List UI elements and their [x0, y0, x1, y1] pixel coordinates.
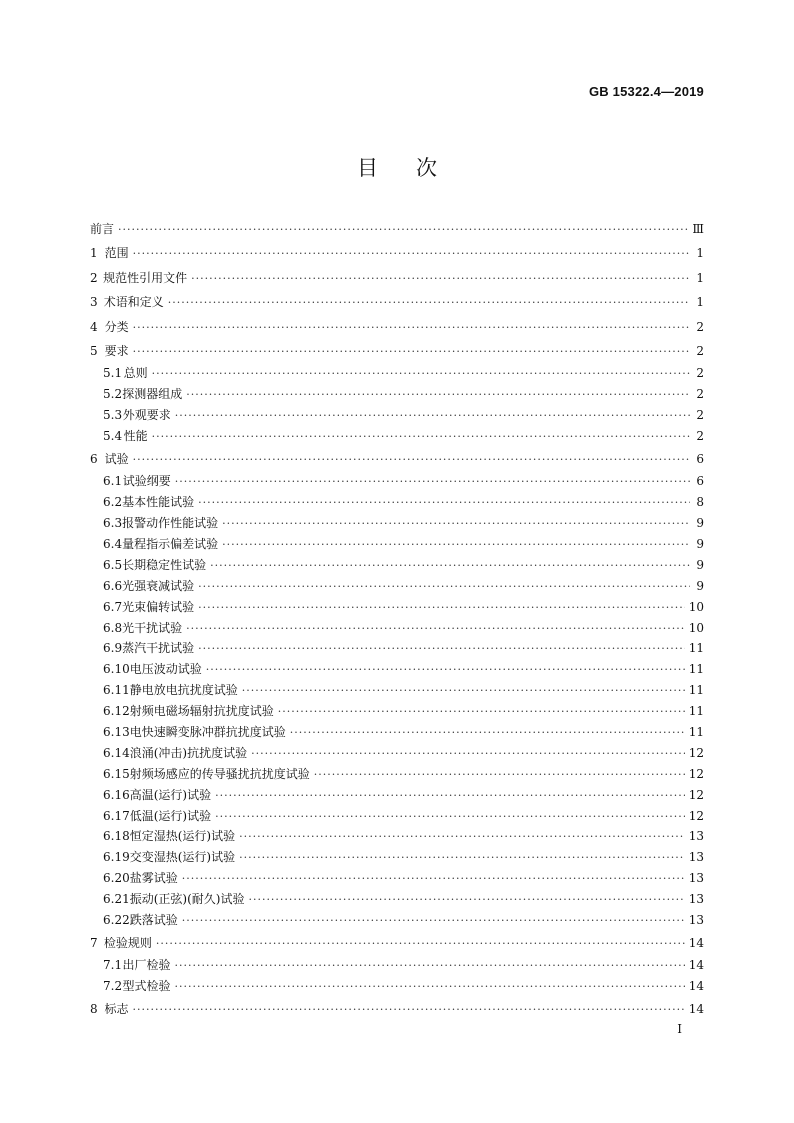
dot-leader — [175, 472, 690, 493]
toc-entry-number: 6.14 — [103, 745, 130, 760]
dot-leader — [152, 427, 690, 448]
toc-entry-title: 电快速瞬变脉冲群抗扰度试验 — [129, 724, 286, 739]
toc-entry-number: 3 — [90, 295, 98, 310]
toc-entry-page: 14 — [688, 958, 704, 973]
toc-entry-page: 10 — [688, 620, 704, 635]
toc-entry-title: 前言 — [90, 222, 115, 236]
toc-entry[interactable] — [90, 618, 704, 639]
dot-leader — [215, 786, 685, 807]
dot-leader — [198, 598, 685, 619]
dot-leader — [175, 406, 690, 427]
toc-entry-number: 6.6 — [103, 578, 123, 593]
toc-entry-page: 11 — [688, 724, 704, 739]
toc-entry-number: 6.13 — [103, 724, 130, 739]
dot-leader — [186, 385, 690, 406]
toc-entry-title: 外观要求 — [122, 408, 171, 423]
toc-entry[interactable] — [90, 638, 704, 659]
dot-leader — [133, 998, 685, 1022]
toc-entry[interactable] — [90, 534, 704, 555]
toc-entry-page: 12 — [688, 787, 704, 802]
toc-entry-page: 9 — [696, 536, 704, 551]
dot-leader — [251, 744, 685, 765]
toc-entry-page: 14 — [688, 935, 704, 950]
dot-leader — [182, 869, 685, 890]
toc-entry-title: 检验规则 — [103, 935, 152, 950]
toc-entry-number: 6.8 — [103, 620, 123, 635]
toc-entry-number: 6.15 — [103, 766, 130, 781]
toc-entry-title: 探测器组成 — [122, 387, 183, 402]
toc-entry[interactable] — [90, 743, 704, 764]
toc-entry-title: 恒定湿热(运行)试验 — [129, 829, 236, 844]
dot-leader — [222, 514, 690, 535]
toc-entry-number: 1 — [90, 246, 98, 261]
toc-entry-title: 光束偏转试验 — [122, 599, 195, 614]
toc-entry[interactable] — [90, 405, 704, 426]
toc-entry-title: 电压波动试验 — [129, 662, 202, 677]
toc-entry-number: 7.1 — [103, 958, 123, 973]
toc-entry[interactable] — [90, 659, 704, 680]
toc-entry-number: 6.19 — [103, 850, 130, 865]
toc-entry[interactable] — [90, 555, 704, 576]
toc-entry-title: 振动(正弦)(耐久)试验 — [129, 892, 245, 907]
toc-entry-number: 5 — [90, 343, 98, 358]
dot-leader — [133, 316, 690, 340]
toc-entry-title: 规范性引用文件 — [103, 270, 188, 285]
toc-entry-title: 试验 — [104, 451, 129, 466]
toc-entry[interactable] — [90, 785, 704, 806]
toc-entry-title: 试验纲要 — [122, 474, 171, 489]
toc-entry-title: 基本性能试验 — [122, 495, 195, 510]
toc-entry-number: 7.2 — [103, 979, 123, 994]
toc-entry-number: 6.1 — [103, 474, 123, 489]
toc-entry[interactable] — [90, 290, 704, 314]
toc-entry-title: 跌落试验 — [129, 913, 178, 927]
dot-leader — [182, 911, 685, 932]
dot-leader — [186, 619, 685, 640]
toc-entry-number: 6.20 — [103, 871, 130, 886]
toc-entry-page: 6 — [696, 451, 704, 466]
dot-leader — [198, 639, 685, 660]
toc-entry-title: 量程指示偏差试验 — [122, 536, 219, 551]
dot-leader — [215, 807, 685, 828]
dot-leader — [242, 681, 685, 702]
toc-entry-number: 6.21 — [103, 892, 130, 907]
toc-entry-page: 13 — [688, 871, 704, 886]
toc-entry[interactable] — [90, 997, 704, 1021]
dot-leader — [278, 702, 685, 723]
dot-leader — [152, 364, 690, 385]
toc-entry-number: 6.4 — [103, 536, 123, 551]
toc-entry[interactable] — [90, 492, 704, 513]
toc-entry[interactable] — [90, 513, 704, 534]
toc-entry-page: 13 — [688, 829, 704, 844]
toc-entry[interactable] — [90, 826, 704, 847]
dot-leader — [222, 535, 690, 556]
standard-number: GB 15322.4—2019 — [588, 84, 704, 99]
toc-entry-title: 蒸汽干扰试验 — [122, 641, 195, 656]
toc-entry-page: 11 — [688, 704, 704, 719]
toc-entry-number: 6.10 — [103, 662, 130, 677]
toc-entry-number: 6.3 — [103, 516, 123, 531]
toc-entry-page: 2 — [696, 387, 704, 402]
toc-entry-page: 2 — [696, 319, 704, 334]
toc-entry[interactable] — [90, 764, 704, 785]
page-title: 目次 — [357, 156, 475, 180]
toc-entry[interactable] — [90, 217, 704, 241]
toc-entry-title: 射频电磁场辐射抗扰度试验 — [129, 704, 274, 719]
toc-entry[interactable] — [90, 363, 704, 384]
dot-leader — [156, 932, 685, 956]
toc-entry-number: 6.2 — [103, 495, 123, 510]
toc-entry-page: 2 — [696, 429, 704, 444]
dot-leader — [198, 493, 690, 514]
toc-entry-page: 12 — [688, 808, 704, 823]
toc-entry[interactable] — [90, 426, 704, 447]
toc-entry-page: 12 — [688, 745, 704, 760]
toc-entry[interactable] — [90, 722, 704, 743]
toc-entry[interactable] — [90, 701, 704, 722]
dot-leader — [290, 723, 685, 744]
dot-leader — [239, 848, 685, 869]
dot-leader — [198, 577, 690, 598]
toc-entry-page: 2 — [696, 408, 704, 423]
toc-entry-page: 13 — [688, 850, 704, 865]
toc-entry-page: 13 — [688, 892, 704, 907]
toc-entry-page: 2 — [696, 343, 704, 358]
toc-entry-number: 5.4 — [103, 429, 123, 444]
toc-entry-page: 9 — [696, 557, 704, 572]
toc-entry-page: 11 — [688, 641, 704, 656]
dot-leader — [175, 977, 685, 998]
toc-entry[interactable] — [90, 576, 704, 597]
toc-entry-page: 14 — [688, 1002, 704, 1017]
toc-entry-title: 浪涌(冲击)抗扰度试验 — [129, 745, 248, 760]
toc-entry-title: 范围 — [104, 246, 129, 261]
toc-entry-page: 2 — [696, 366, 704, 381]
toc-entry[interactable] — [90, 910, 704, 931]
dot-leader — [248, 890, 684, 911]
toc-entry-number: 6.18 — [103, 829, 130, 844]
toc-entry-title: 要求 — [104, 343, 129, 358]
dot-leader — [133, 340, 690, 364]
toc-entry-number: 6.22 — [103, 913, 130, 927]
toc-entry[interactable] — [90, 339, 704, 363]
page-number: I — [677, 1022, 682, 1036]
toc-entry-page: Ⅲ — [692, 222, 704, 236]
dot-leader — [133, 448, 690, 472]
toc-entry-number: 6.5 — [103, 557, 123, 572]
toc-entry-number: 5.2 — [103, 387, 123, 402]
toc-entry-number: 2 — [90, 270, 98, 285]
toc-entry-title: 高温(运行)试验 — [129, 787, 212, 802]
toc-entry-page: 9 — [696, 516, 704, 531]
dot-leader — [206, 660, 685, 681]
toc-entry-title: 出厂检验 — [122, 958, 171, 973]
toc-entry-number: 6.9 — [103, 641, 123, 656]
toc-entry[interactable] — [90, 806, 704, 827]
dot-leader — [314, 765, 685, 786]
toc-entry-number: 6.17 — [103, 808, 130, 823]
toc-entry-title: 分类 — [104, 319, 129, 334]
toc-entry-page: 11 — [688, 662, 704, 677]
toc-entry[interactable] — [90, 241, 704, 265]
toc-entry-title: 型式检验 — [122, 979, 171, 994]
toc-entry-page: 12 — [688, 766, 704, 781]
dot-leader — [191, 267, 690, 291]
toc-entry-title: 性能 — [123, 429, 148, 444]
toc-entry-title: 光强衰减试验 — [122, 578, 195, 593]
dot-leader — [239, 827, 685, 848]
toc-entry[interactable] — [90, 597, 704, 618]
toc-entry-title: 标志 — [104, 1002, 129, 1017]
toc-entry-title: 静电放电抗扰度试验 — [129, 683, 238, 698]
toc-entry-page: 1 — [696, 246, 704, 261]
toc-entry-page: 6 — [696, 474, 704, 489]
toc-entry[interactable] — [90, 315, 704, 339]
toc-entry-page: 8 — [696, 495, 704, 510]
toc-entry-page: 14 — [688, 979, 704, 994]
toc-entry-number: 6.16 — [103, 787, 130, 802]
toc-entry[interactable] — [90, 680, 704, 701]
toc-entry-number: 6.12 — [103, 704, 130, 719]
toc-entry-number: 8 — [90, 1002, 98, 1017]
dot-leader — [168, 291, 690, 315]
toc-entry-number: 6 — [90, 451, 98, 466]
toc-entry-title: 长期稳定性试验 — [122, 557, 207, 572]
toc-entry[interactable] — [90, 955, 704, 976]
toc-entry[interactable] — [90, 889, 704, 910]
dot-leader — [210, 556, 690, 577]
toc-entry-page: 1 — [696, 295, 704, 310]
toc-entry-title: 盐雾试验 — [129, 871, 178, 886]
toc-entry-number: 5.3 — [103, 408, 123, 423]
toc-entry[interactable] — [90, 976, 704, 997]
toc-entry[interactable] — [90, 868, 704, 889]
toc-entry[interactable] — [90, 847, 704, 868]
dot-leader — [118, 218, 688, 242]
toc-entry-page: 1 — [696, 270, 704, 285]
toc-entry-title: 总则 — [123, 366, 148, 381]
toc-entry-title: 术语和定义 — [103, 295, 164, 310]
table-of-contents — [90, 217, 704, 1021]
toc-entry-number: 4 — [90, 319, 98, 334]
toc-entry[interactable] — [90, 384, 704, 405]
toc-entry-title: 低温(运行)试验 — [129, 808, 212, 823]
toc-entry-title: 报警动作性能试验 — [122, 516, 219, 531]
toc-entry-page: 13 — [688, 913, 704, 927]
toc-entry-number: 6.7 — [103, 599, 123, 614]
toc-entry[interactable] — [90, 471, 704, 492]
dot-leader — [133, 242, 690, 266]
toc-entry-title: 光干扰试验 — [122, 620, 183, 635]
toc-entry-title: 射频场感应的传导骚扰抗扰度试验 — [129, 766, 310, 781]
toc-entry-number: 6.11 — [103, 683, 130, 698]
toc-entry-page: 11 — [688, 683, 704, 698]
toc-entry-title: 交变湿热(运行)试验 — [129, 850, 236, 865]
toc-entry[interactable] — [90, 447, 704, 471]
toc-entry-page: 10 — [688, 599, 704, 614]
toc-entry-number: 7 — [90, 935, 98, 950]
toc-entry-page: 9 — [696, 578, 704, 593]
toc-entry[interactable] — [90, 266, 704, 290]
toc-entry-number: 5.1 — [103, 366, 123, 381]
toc-entry[interactable] — [90, 931, 704, 955]
dot-leader — [175, 956, 685, 977]
